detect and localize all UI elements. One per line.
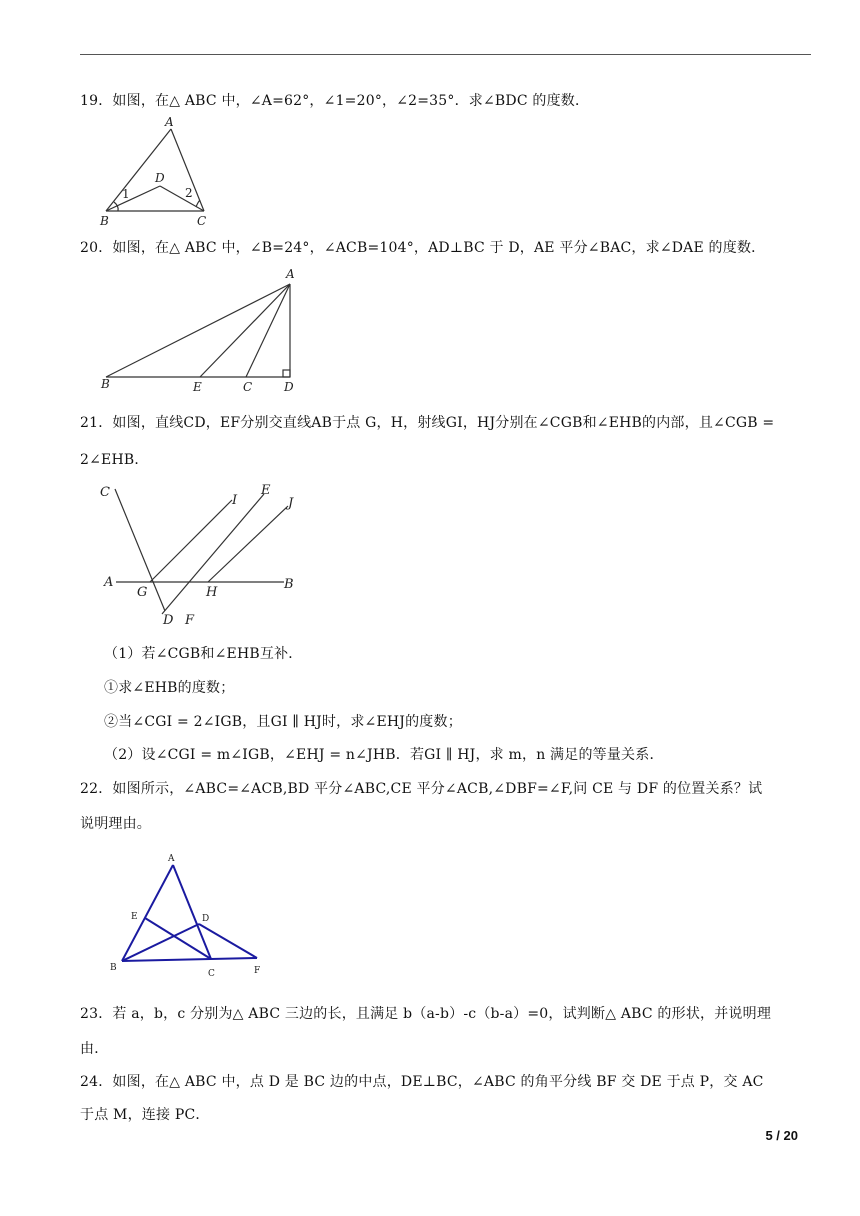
fig20-side-ac (246, 284, 290, 377)
fig19-label-d: D (155, 171, 165, 185)
problem-23-text-line2: 由． (80, 1041, 109, 1057)
page-number: 5 / 20 (765, 1128, 798, 1143)
fig22-label-f: F (254, 966, 261, 976)
problem-24-text-line2: 于点 M，连接 PC． (80, 1107, 210, 1123)
problem-21-sub2: ②当∠CGI = 2∠IGB，且GI ∥ HJ时，求∠EHJ的度数； (104, 714, 462, 730)
fig21-label-j: J (288, 496, 294, 511)
fig21-ray-gi (150, 500, 232, 582)
fig22-bisector-bd (122, 924, 199, 961)
fig22-label-a: A (168, 854, 175, 864)
fig20-label-e: E (193, 380, 202, 394)
fig21-label-f: F (185, 613, 195, 628)
fig21-label-b: B (284, 577, 294, 592)
problem-21-sub1: ①求∠EHB的度数； (104, 680, 235, 696)
figure-20 (96, 262, 306, 398)
problem-19-text: 19．如图，在△ ABC 中，∠A=62°，∠1=20°，∠2=35°．求∠BDC 的度数． (80, 93, 590, 109)
fig19-side-ab (106, 129, 171, 211)
fig22-label-c: C (208, 969, 215, 979)
fig21-label-g: G (137, 585, 148, 600)
figure-21 (96, 474, 306, 630)
fig21-label-h: H (206, 585, 218, 600)
figure-19 (96, 114, 216, 228)
fig22-label-b: B (110, 963, 117, 973)
problem-24-text-line1: 24．如图，在△ ABC 中，点 D 是 BC 边的中点，DE⊥BC，∠ABC 的角平分线 BF 交 DE 于点 P，交 AC (80, 1074, 764, 1090)
fig21-label-c: C (100, 485, 110, 500)
fig20-label-d: D (284, 380, 294, 394)
fig22-line-bf (122, 958, 257, 961)
fig22-side-ac (173, 865, 211, 959)
fig22-label-e: E (131, 912, 138, 922)
fig19-label-c: C (197, 214, 207, 228)
fig19-segment-dc (160, 186, 204, 211)
problem-21-part1: （1）若∠CGB和∠EHB互补． (104, 646, 303, 662)
problem-23-text-line1: 23．若 a，b，c 分别为△ ABC 三边的长，且满足 b（a-b）-c（b-a）=0，试判断△ ABC 的形状，并说明理 (80, 1006, 772, 1022)
fig19-label-1: 1 (122, 187, 130, 201)
fig19-angle-2-arc (196, 200, 200, 207)
fig19-label-b: B (100, 214, 109, 228)
fig22-side-ab (122, 865, 173, 961)
problem-20-text: 20．如图，在△ ABC 中，∠B=24°，∠ACB=104°，AD⊥BC 于 D，AE 平分∠BAC，求∠DAE 的度数． (80, 240, 766, 256)
fig20-label-c: C (243, 380, 253, 394)
problem-21-part2: （2）设∠CGI = m∠IGB，∠EHJ = n∠JHB．若GI ∥ HJ，求 m，n 满足的等量关系． (104, 747, 664, 763)
fig20-label-b: B (101, 377, 110, 391)
fig21-label-d: D (163, 613, 174, 628)
problem-21-text-line2: 2∠EHB． (80, 452, 149, 468)
fig21-label-a: A (104, 575, 114, 590)
fig19-label-2: 2 (185, 186, 193, 200)
header-rule (80, 54, 811, 55)
figure-22 (100, 848, 270, 982)
fig20-bisector-ae (200, 284, 290, 377)
fig22-label-d: D (202, 914, 210, 924)
fig21-label-i: I (232, 493, 238, 508)
problem-22-text-line1: 22．如图所示，∠ABC=∠ACB,BD 平分∠ABC,CE 平分∠ACB,∠DBF=∠F,问 CE 与 DF 的位置关系？试 (80, 781, 763, 797)
problem-22-text-line2: 说明理由。 (80, 816, 151, 832)
problem-21-text-line1: 21．如图，直线CD，EF分别交直线AB于点 G，H，射线GI，HJ分别在∠CGB和∠EHB的内部，且∠CGB = (80, 415, 775, 431)
fig21-label-e: E (261, 483, 271, 498)
fig21-ray-hj (208, 506, 288, 582)
fig19-label-a: A (165, 115, 174, 129)
fig20-right-angle-mark (283, 370, 290, 377)
fig20-side-ab (106, 284, 290, 377)
fig20-label-a: A (286, 267, 295, 281)
fig19-segment-bd (106, 186, 160, 211)
